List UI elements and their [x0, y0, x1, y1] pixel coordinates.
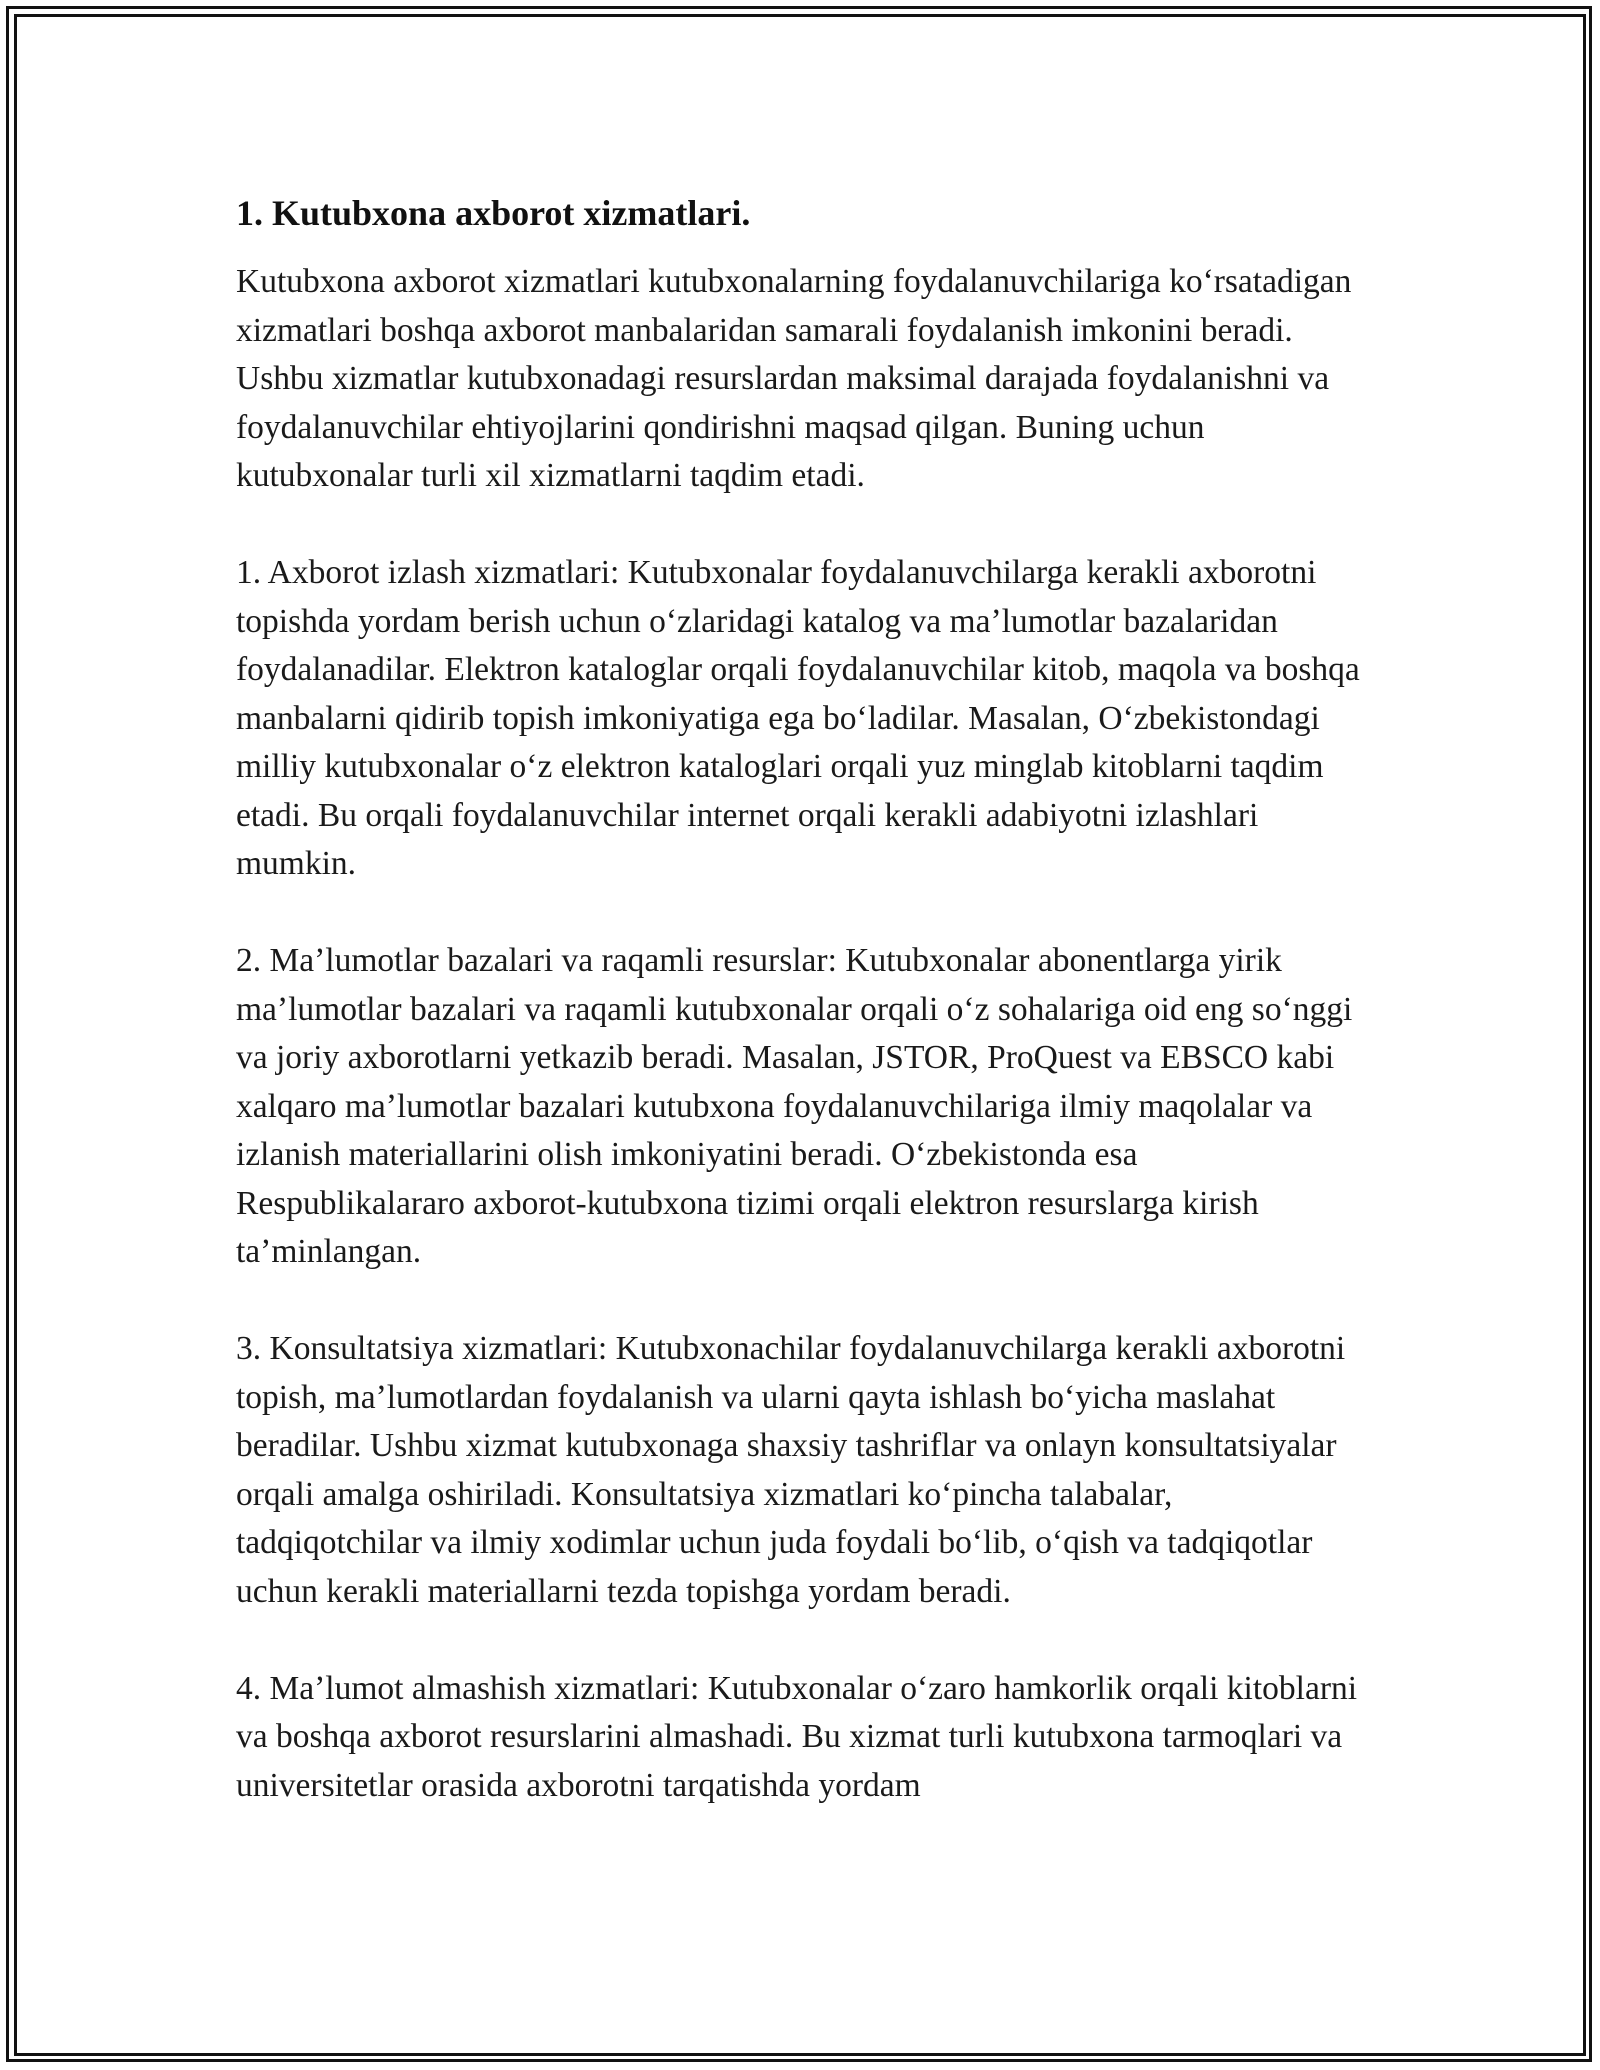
paragraph-axborot-izlash: 1. Axborot izlash xizmatlari: Kutubxonalar foydalanuvchilarga kerakli axborotni topishda yordam berish uchun oʻzlaridagi katalog va maʼlumotlar bazalaridan foydalanadilar. Elektron kataloglar orqali foydalanuvchilar kitob, maqola va boshqa manbalarni qidirib topish imkoniyatiga ega boʻladilar. Masalan, Oʻzbekistondagi milliy kutubxonalar oʻz elektron kataloglari orqali yuz minglab kitoblarni taqdim etadi. Bu orqali foydalanuvchilar internet orqali kerakli adabiyotni izlashlari mumkin.: [236, 554, 1360, 882]
intro-paragraph: Kutubxona axborot xizmatlari kutubxonalarning foydalanuvchilariga koʻrsatadigan xizmatlari boshqa axborot manbalaridan samarali foydalanish imkonini beradi. Ushbu xizmatlar kutubxonadagi resurslardan maksimal darajada foydalanishni va foydalanuvchilar ehtiyojlarini qondirishni maqsad qilgan. Buning uchun kutubxonalar turli xil xizmatlarni taqdim etadi.: [236, 263, 1352, 494]
paragraph-malumot-almashish: 4. Maʼlumot almashish xizmatlari: Kutubxonalar oʻzaro hamkorlik orqali kitoblarni va boshqa axborot resurslarini almashadi. Bu xizmat turli kutubxona tarmoqlari va universitetlar orasida axborotni tarqatishda yordam: [236, 1669, 1358, 1804]
paragraph-konsultatsiya: 3. Konsultatsiya xizmatlari: Kutubxonachilar foydalanuvchilarga kerakli axborotni topish, maʼlumotlardan foydalanish va ularni qayta ishlash boʻyicha maslahat beradilar. Ushbu xizmat kutubxonaga shaxsiy tashriflar va onlayn konsultatsiyalar orqali amalga oshiriladi. Konsultatsiya xizmatlari koʻpincha talabalar, tadqiqotchilar va ilmiy xodimlar uchun juda foydali boʻlib, oʻqish va tadqiqotlar uchun kerakli materiallarni tezda topishga yordam beradi.: [236, 1330, 1346, 1610]
paragraph-malumotlar-bazalari: 2. Maʼlumotlar bazalari va raqamli resurslar: Kutubxonalar abonentlarga yirik maʼlumotlar bazalari va raqamli kutubxonalar orqali oʻz sohalariga oid eng soʻnggi va joriy axborotlarni yetkazib beradi. Masalan, JSTOR, ProQuest va EBSCO kabi xalqaro maʼlumotlar bazalari kutubxona foydalanuvchilariga ilmiy maqolalar va izlanish materiallarini olish imkoniyatini beradi. Oʻzbekistonda esa Respublikalararo axborot-kutubxona tizimi orqali elektron resurslarga kirish taʼminlangan.: [236, 942, 1353, 1270]
document-title: 1. Kutubxona axborot xizmatlari.: [236, 193, 751, 233]
document-body: [236, 188, 1366, 1859]
